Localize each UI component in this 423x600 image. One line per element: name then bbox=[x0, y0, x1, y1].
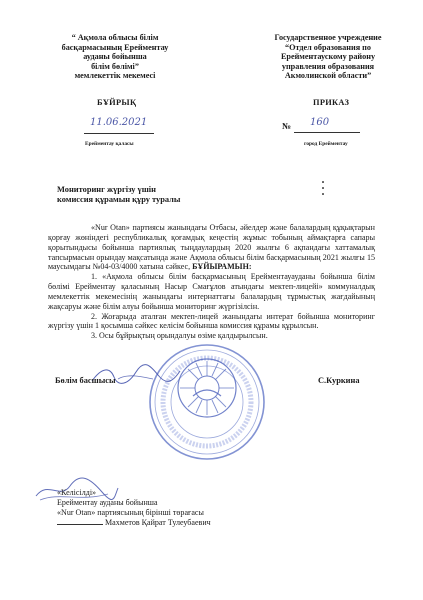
order-number bbox=[282, 117, 362, 133]
header-left-line: басқармасының Ерейментау bbox=[61, 42, 169, 52]
header-right-russian bbox=[258, 33, 398, 81]
place-kazakh: Ерейментау қаласы bbox=[85, 141, 134, 147]
approval-underline bbox=[57, 524, 103, 525]
margin-dot bbox=[322, 193, 324, 195]
header-left-line: мемлекеттік мекемесі bbox=[74, 71, 156, 81]
doc-type-kazakh: БҰЙРЫҚ bbox=[97, 98, 137, 107]
approval-line: «Келісілді» bbox=[57, 488, 97, 497]
doc-type-russian: ПРИКАЗ bbox=[313, 98, 350, 107]
header-right-line: Ерейментаускому району bbox=[280, 52, 376, 62]
handwritten-number: 160 bbox=[310, 117, 330, 128]
intro-paragraph bbox=[48, 223, 375, 272]
approval-block bbox=[57, 488, 211, 527]
order-body bbox=[48, 223, 375, 341]
order-item-2: 2. Жоғарыда аталған мектеп-лицей жанындағы интерат бойынша мониторинг жүргізу үшін 1 қосымша сәйкес келісім бойынша комиссия құрамы құрылсын. bbox=[48, 311, 375, 331]
approval-name-row bbox=[57, 518, 211, 528]
header-left-line: білім бөлімі” bbox=[91, 61, 139, 71]
number-underline bbox=[294, 132, 360, 133]
approval-name: Махметов Қайрат Тулеубаевич bbox=[105, 517, 211, 527]
intro-text: «Nur Otan» партиясы жанындағы Отбасы, әйелдер және балалардың құқықтарын қорғау жөніндегі республикалық қоғамдық кеңестің жұмыс тобының аймақтарға сапары қорытындысы бойынша партиялық тыңдаулардың 2020 жылғы 6 ақпандағы хаттамалық тапсырмасын орындау мақсатында және Ақмола облысы білім басқармасының 2021 жылғы 15 маусымдағы №04-03/4000 хатына сәйкес, bbox=[48, 223, 375, 272]
header-right-line: Государственное учреждение bbox=[274, 33, 382, 42]
header-right-line: “Отдел образования по bbox=[285, 42, 371, 52]
kazakhstan-emblem-icon bbox=[175, 356, 239, 420]
place-russian: город Ерейментау bbox=[304, 141, 348, 147]
margin-dot bbox=[322, 181, 324, 183]
approval-line: Ерейментау ауданы бойынша bbox=[57, 497, 158, 507]
handwritten-date: 11.06.2021 bbox=[90, 117, 148, 128]
header-left-kazakh bbox=[40, 33, 190, 81]
header-left-line: ауданы бойынша bbox=[83, 52, 147, 62]
order-item-1: 1. «Ақмола облысы білім басқармасының Ереймент​ауауданы бойынша білім бөлімі Ерейментау қаласының Насыр Смағұлов атындағы мектеп-лицейі» коммуналдық мемлекеттік мекемесінің жанындағы интернаттағы балалардың тұрмыстық жағдайының жақсаруы және білім алуы бойынша мониторинг жүргізілсін. bbox=[48, 272, 375, 311]
order-item-3: 3. Осы бұйрықтың орындалуы өзіме қалдырылсын. bbox=[91, 331, 268, 341]
order-subject bbox=[57, 185, 180, 205]
approval-line: «Nur Otan» партиясының бірінші төрағасы bbox=[57, 507, 204, 517]
margin-dot bbox=[322, 187, 324, 189]
number-sign: № bbox=[282, 121, 292, 131]
header-right-line: Акмолинской области” bbox=[284, 71, 372, 81]
signatory-name: С.Куркина bbox=[318, 376, 360, 385]
order-word: БҰЙЫРАМЫН: bbox=[192, 262, 252, 272]
header-right-line: управления образования bbox=[281, 61, 375, 71]
header-left-line: “ Ақмола облысы білім bbox=[71, 33, 159, 42]
subject-line: комиссия құрамын құру туралы bbox=[57, 195, 181, 204]
signatory-title: Бөлім басшысы bbox=[55, 376, 116, 385]
subject-line: Мониторинг жүргізу үшін bbox=[57, 185, 156, 194]
